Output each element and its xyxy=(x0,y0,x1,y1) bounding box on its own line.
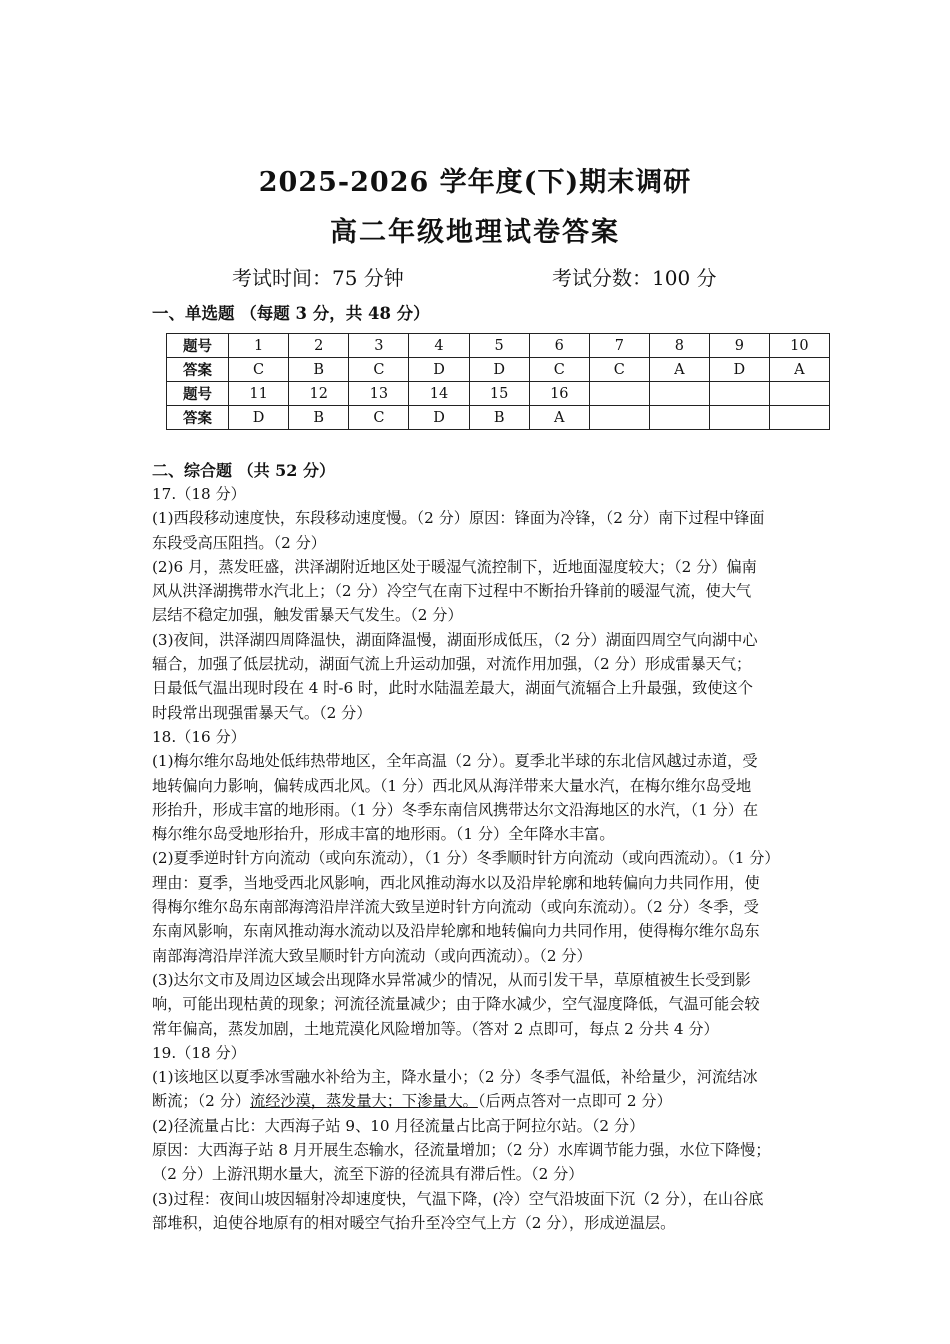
row-label: 题号 xyxy=(167,334,229,358)
document-subtitle: 高二年级地理试卷答案 xyxy=(330,217,620,248)
answer-line: 地转偏向力影响，偏转成西北风。（1 分）西北风从海洋带来大量水汽，在梅尔维尔岛受地 xyxy=(152,776,752,795)
answer-line: （2 分）上游汛期水量大，流至下游的径流具有滞后性。（2 分） xyxy=(152,1165,584,1184)
question-number-row xyxy=(167,382,830,406)
answer-cell: C xyxy=(229,358,289,382)
answer-line: 东南风影响，东南风推动海水流动以及沿岸轮廓和地转偏向力共同作用，使得梅尔维尔岛东 xyxy=(152,922,760,941)
answer-line: (3)过程：夜间山坡因辐射冷却速度快，气温下降，(冷）空气沿坡面下沉（2 分），在山谷底 xyxy=(152,1189,764,1208)
answer-cell: D xyxy=(229,406,289,430)
answer-line: 南部海湾沿岸洋流大致呈顺时针方向流动（或向西流动）。（2 分） xyxy=(152,946,592,965)
section1-heading: 一、单选题 （每题 3 分，共 48 分） xyxy=(152,304,430,323)
answer-line: 得梅尔维尔岛东南部海湾沿岸洋流大致呈逆时针方向流动（或向东流动）。（2 分）冬季，受 xyxy=(152,898,759,917)
question-number-cell: 11 xyxy=(229,382,289,406)
question-number-cell: 3 xyxy=(349,334,409,358)
question-number-cell: 8 xyxy=(649,334,709,358)
question-number-cell xyxy=(769,382,829,406)
answer-cell: C xyxy=(349,358,409,382)
answer-cell: D xyxy=(469,358,529,382)
answer-cell xyxy=(769,406,829,430)
question-number-cell: 12 xyxy=(289,382,349,406)
answer-text: 断流；（2 分） xyxy=(152,1092,251,1111)
answer-line: 响，可能出现枯黄的现象；河流径流量减少；由于降水减少，空气湿度降低，气温可能会较 xyxy=(152,995,760,1014)
question-number-cell: 14 xyxy=(409,382,469,406)
question-number-cell: 15 xyxy=(469,382,529,406)
answer-line: 辐合，加强了低层扰动，湖面气流上升运动加强，对流作用加强，（2 分）形成雷暴天气； xyxy=(152,655,752,674)
section2-body xyxy=(152,482,802,1235)
exam-score: 考试分数：100 分 xyxy=(552,266,717,290)
answer-line: 时段常出现强雷暴天气。（2 分） xyxy=(152,703,372,722)
answer-cell: B xyxy=(469,406,529,430)
answer-line: 常年偏高，蒸发加剧，土地荒漠化风险增加等。（答对 2 点即可，每点 2 分共 4 分） xyxy=(152,1019,719,1038)
answer-cell xyxy=(589,406,649,430)
question-number-cell xyxy=(709,382,769,406)
answer-line: (2)径流量占比：大西海子站 9、10 月径流量占比高于阿拉尔站。（2 分） xyxy=(152,1116,645,1135)
question-number-cell: 10 xyxy=(769,334,829,358)
question-number-cell xyxy=(589,382,649,406)
question-number-cell: 5 xyxy=(469,334,529,358)
answer-line: 17.（18 分） xyxy=(152,485,246,503)
answer-cell: B xyxy=(289,358,349,382)
answer-cell: A xyxy=(529,406,589,430)
answer-cell: D xyxy=(709,358,769,382)
question-number-cell: 7 xyxy=(589,334,649,358)
question-number-cell: 9 xyxy=(709,334,769,358)
answer-line: 风从洪泽湖携带水汽北上；（2 分）冷空气在南下过程中不断抬升锋前的暖湿气流，使大气 xyxy=(152,582,752,601)
answer-line: 部堆积，迫使谷地原有的相对暖空气抬升至冷空气上方（2 分），形成逆温层。 xyxy=(152,1213,676,1232)
document-title: 2025-2026 学年度(下)期末调研 xyxy=(258,167,692,198)
answer-row xyxy=(167,358,830,382)
answer-cell: D xyxy=(409,406,469,430)
exam-time: 考试时间：75 分钟 xyxy=(232,266,404,290)
answer-line: 层结不稳定加强，触发雷暴天气发生。（2 分） xyxy=(152,606,463,625)
answer-cell xyxy=(649,406,709,430)
answer-line xyxy=(152,1089,802,1113)
answer-line: (1)该地区以夏季冰雪融水补给为主，降水量小；（2 分）冬季气温低，补给量少，河流结冰 xyxy=(152,1068,758,1087)
question-number-cell: 4 xyxy=(409,334,469,358)
answer-line: 原因：大西海子站 8 月开展生态输水，径流量增加；（2 分）水库调节能力强，水位下降慢； xyxy=(152,1141,771,1160)
underlined-answer-text: 流经沙漠，蒸发量大；下渗量大。 xyxy=(250,1092,478,1111)
answer-table xyxy=(166,333,830,430)
row-label: 题号 xyxy=(167,382,229,406)
question-number-cell xyxy=(649,382,709,406)
answer-line: 18.（16 分） xyxy=(152,727,246,746)
question-number-cell: 1 xyxy=(229,334,289,358)
row-label: 答案 xyxy=(167,406,229,430)
section2-heading: 二、综合题 （共 52 分） xyxy=(152,461,335,480)
answer-line: (1)梅尔维尔岛地处低纬热带地区，全年高温（2 分）。夏季北半球的东北信风越过赤道，受 xyxy=(152,752,758,771)
answer-cell: C xyxy=(349,406,409,430)
answer-line: (2)6 月，蒸发旺盛，洪泽湖附近地区处于暖湿气流控制下，近地面湿度较大；（2 分）偏南 xyxy=(152,557,757,576)
answer-cell: A xyxy=(649,358,709,382)
answer-cell xyxy=(709,406,769,430)
answer-line: (3)达尔文市及周边区域会出现降水异常减少的情况，从而引发干旱，草原植被生长受到影 xyxy=(152,970,751,989)
answer-text: （后两点答对一点即可 2 分） xyxy=(477,1092,672,1111)
answer-cell: B xyxy=(289,406,349,430)
answer-line: (3)夜间，洪泽湖四周降温快，湖面降温慢，湖面形成低压，（2 分）湖面四周空气向湖中心 xyxy=(152,630,758,649)
question-number-cell: 13 xyxy=(349,382,409,406)
answer-line: (1)西段移动速度快，东段移动速度慢。（2 分）原因：锋面为冷锋，（2 分）南下过程中锋面 xyxy=(152,509,765,528)
answer-line: 日最低气温出现时段在 4 时-6 时，此时水陆温差最大，湖面气流辐合上升最强，致使这个 xyxy=(152,679,753,698)
row-label: 答案 xyxy=(167,358,229,382)
question-number-cell: 16 xyxy=(529,382,589,406)
answer-line: 19.（18 分） xyxy=(152,1043,246,1062)
answer-row xyxy=(167,406,830,430)
answer-line: 形抬升，形成丰富的地形雨。（1 分）冬季东南信风携带达尔文沿海地区的水汽，（1 分）在 xyxy=(152,800,759,819)
answer-line: (2)夏季逆时针方向流动（或向东流动），（1 分）冬季顺时针方向流动（或向西流动）。（1 分） xyxy=(152,849,780,868)
answer-cell: C xyxy=(529,358,589,382)
answer-line: 东段受高压阻挡。（2 分） xyxy=(152,533,326,552)
answer-line: 理由：夏季，当地受西北风影响，西北风推动海水以及沿岸轮廓和地转偏向力共同作用，使 xyxy=(152,873,760,892)
question-number-cell: 6 xyxy=(529,334,589,358)
answer-cell: D xyxy=(409,358,469,382)
question-number-cell: 2 xyxy=(289,334,349,358)
answer-cell: C xyxy=(589,358,649,382)
answer-cell: A xyxy=(769,358,829,382)
answer-line: 梅尔维尔岛受地形抬升，形成丰富的地形雨。（1 分）全年降水丰富。 xyxy=(152,825,615,844)
question-number-row xyxy=(167,334,830,358)
